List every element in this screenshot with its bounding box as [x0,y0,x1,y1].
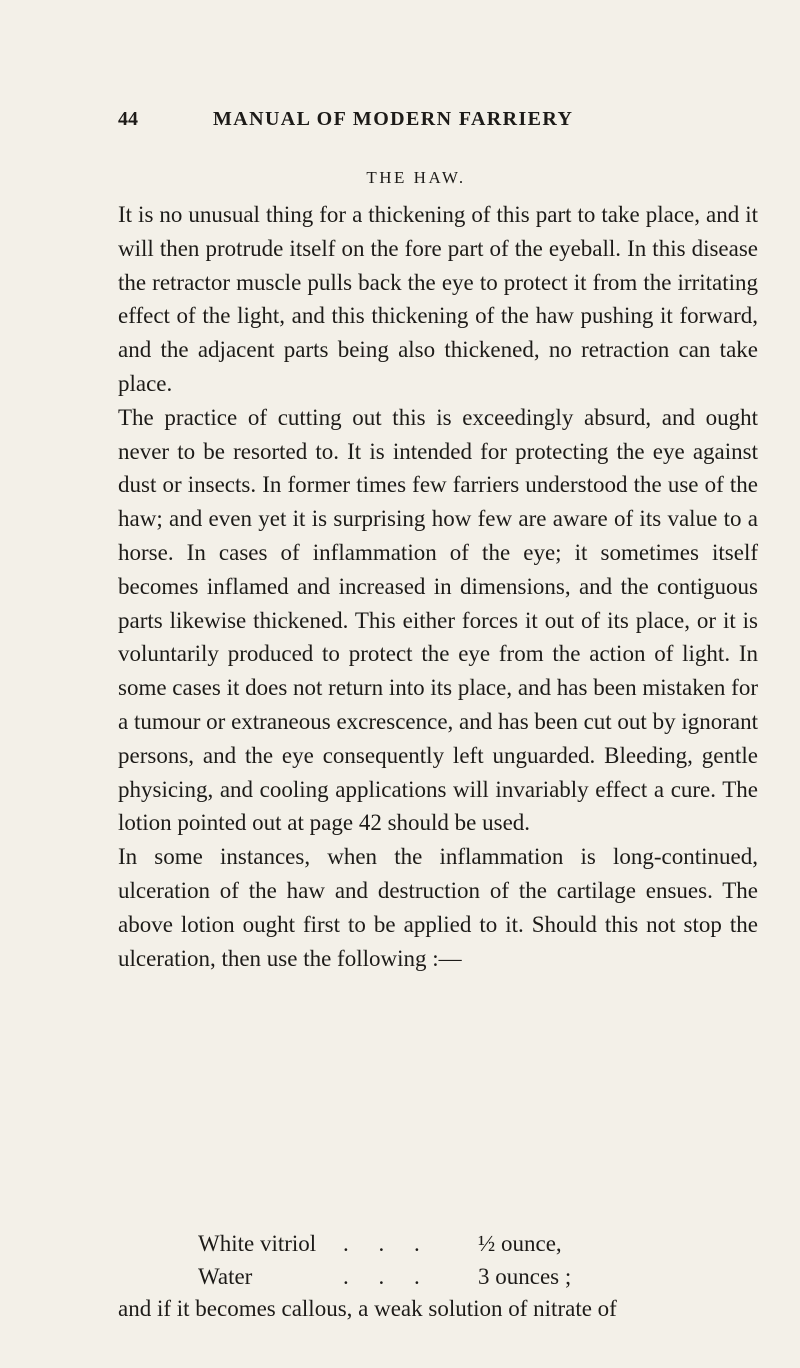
running-title: MANUAL OF MODERN FARRIERY [213,108,574,130]
paragraph: It is no unusual thing for a thickening of this part to take place, and it will then protrude itself on the fore part of the eyeball. In this disease the retractor muscle pulls back the eye to protect it from the irritating effect of the light, and this thickening of the haw pushing it forward, and the adjacent parts being also thickened, no retraction can take place. [118,202,758,396]
body-text [118,198,758,975]
recipe-row [198,1260,678,1293]
recipe-leader-dots: . . . [343,1264,432,1289]
recipe-ingredient: White vitriol [198,1231,317,1256]
page-number: 44 [118,108,138,130]
paragraph: In some instances, when the inflammation is long-continued, ulceration of the haw and destruction of the cartilage ensues. The above lotion ought first to be applied to it. Should this not stop the ulceration, then use the following :— [118,844,758,971]
recipe-quantity: 3 ounces ; [478,1264,572,1289]
paragraph: The practice of cutting out this is exceedingly absurd, and ought never to be resorted to. It is intended for protecting the eye against dust or insects. In former times few farriers understood the use of the haw; and even yet it is surprising how few are aware of its value to a horse. In cases of inflammation of the eye; it sometimes itself becomes inflamed and increased in dimensions, and the contiguous parts likewise thickened. This either forces it out of its place, or it is voluntarily produced to protect the eye from the action of light. In some cases it does not return into its place, and has been mistaken for a tumour or extraneous excrescence, and has been cut out by ignorant persons, and the eye consequently left unguarded. Bleeding, gentle physicing, and cooling applications will invariably effect a cure. The lotion pointed out at page 42 should be used. [118,404,758,836]
recipe-table [198,1227,678,1293]
recipe-quantity: ½ ounce, [478,1231,562,1256]
recipe-ingredient: Water [198,1264,253,1289]
running-head [118,108,718,138]
closing-line: and if it becomes callous, a weak solution of nitrate of [118,1296,617,1321]
recipe-leader-dots: . . . [343,1231,432,1256]
recipe-row [198,1227,678,1260]
section-title: THE HAW. [366,168,466,187]
